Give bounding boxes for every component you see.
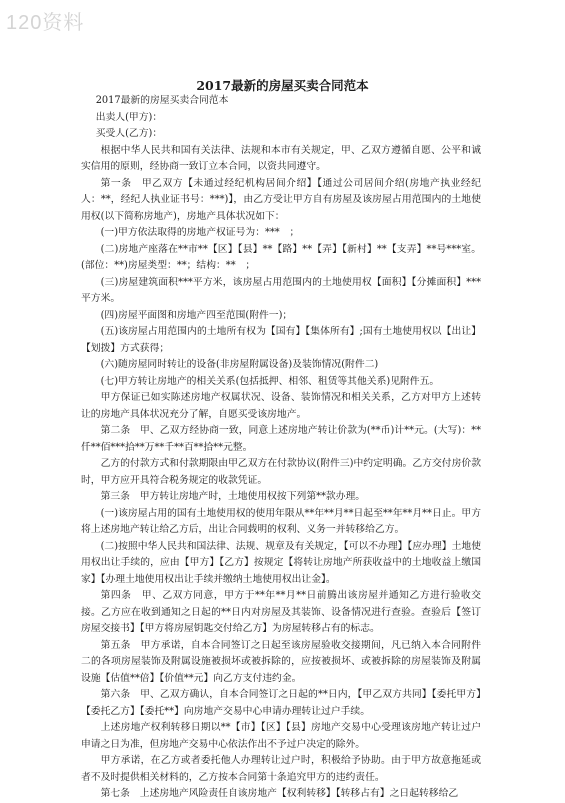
paragraph: (一)甲方依法取得的房地产权证号为：*** ； (100, 227, 300, 238)
paragraph: 第一条 甲乙双方【未通过经纪机构居间介绍】【通过公司居间介绍(房地产执业经纪人：**，经纪人执业证书号：***)】，由乙方受让甲方自有房屋及该房屋占用范围内的土地使用权(以下简称房地产)，房地产具体状况如下： (81, 177, 481, 222)
watermark: 120资料 (6, 12, 85, 34)
paragraph: (二)房地产座落在**市**【区】【县】**【路】**【弄】【新村】**【支弄】**号***室。(部位：**)房屋类型：**；结构：** ； (81, 243, 481, 271)
paragraph: 上述房地产权利转移日期以**【市】【区】【县】房地产交易中心受理该房地产转让过户申请之日为准，但房地产交易中心依法作出不予过户决定的除外。 (81, 722, 481, 750)
paragraph: 甲方保证已如实陈述房地产权属状况、设备、装饰情况和相关关系，乙方对甲方上述转让的房地产具体状况充分了解，自愿买受该房地产。 (81, 392, 481, 420)
paragraph: 第五条 甲方承诺，自本合同签订之日起至该房屋验收交接期间，凡已纳入本合同附件二的各项房屋装饰及附属设施被损坏或被拆除的，应按被损坏、或被拆除的房屋装饰及附属设施【估值**倍】【价值**元】向乙方支付违约金。 (81, 639, 481, 684)
paragraph: 乙方的付款方式和付款期限由甲乙双方在付款协议(附件三)中约定明确。乙方交付房价款时，甲方应开具符合税务规定的收款凭证。 (81, 458, 481, 486)
paragraph: 甲方承诺，在乙方或者委托他人办理转让过户时，积极给予协助。由于甲方故意拖延或者不及时提供相关材料的，乙方按本合同第十条追究甲方的违约责任。 (81, 755, 481, 783)
document-title: 2017最新的房屋买卖合同范本 (196, 78, 369, 93)
paragraph: (二)按照中华人民共和国法律、法规、规章及有关规定，【可以不办理】【应办理】土地使用权出让手续的，应由【甲方】【乙方】按规定【将转让房地产所获收益中的土地收益上缴国家】【办理土地使用权出让手续并缴纳土地使用权出让金】。 (81, 540, 481, 585)
paragraph: (五)该房屋占用范围内的土地所有权为【国有】【集体所有】;国有土地使用权以【出让】【划拨】方式获得； (81, 326, 481, 354)
paragraph: 根据中华人民共和国有关法律、法规和本市有关规定，甲、乙双方遵循自愿、公平和诚实信用的原则，经协商一致订立本合同，以资共同遵守。 (81, 144, 481, 172)
subtitle-line: 2017最新的房屋买卖合同范本 (95, 95, 229, 106)
paragraph: (四)房屋平面图和房地产四至范围(附件一)； (100, 309, 293, 321)
buyer-line: 买受人(乙方)： (95, 128, 163, 139)
paragraph: 第六条 甲、乙双方确认，自本合同签订之日起的**日内，【甲乙双方共同】【委托甲方】【委托乙方】【委托**】向房地产交易中心申请办理转让过户手续。 (81, 689, 481, 717)
document-body (81, 93, 481, 803)
paragraph: (三)房屋建筑面积***平方米，该房屋占用范围内的土地使用权【面积】【分摊面积】***平方米。 (81, 276, 481, 304)
paragraph: (一)该房屋占用的国有土地使用权的使用年限从**年**月**日起至**年**月**日止。甲方将上述房地产转让给乙方后，出让合同载明的权利、义务一并转移给乙方。 (81, 507, 481, 535)
paragraph: 第七条 上述房地产风险责任自该房地产【权利转移】【转移占有】之日起转移给乙 (100, 788, 459, 799)
seller-line: 出卖人(甲方)： (95, 111, 163, 123)
paragraph: (六)随房屋同时转让的设备(非房屋附属设备)及装饰情况(附件二) (100, 359, 379, 370)
paragraph: 第三条 甲方转让房地产时，土地使用权按下列第**款办理。 (100, 491, 366, 502)
paragraph: 第四条 甲、乙双方同意，甲方于**年**月**日前腾出该房屋并通知乙方进行验收交接。乙方应在收到通知之日起的**日内对房屋及其装饰、设备情况进行查验。查验后【签订房屋交接书】【甲方将房屋钥匙交付给乙方】为房屋转移占有的标志。 (81, 590, 481, 634)
paragraph: (七)甲方转让房地产的相关关系(包括抵押、相邻、租赁等其他关系)见附件五。 (100, 375, 440, 387)
paragraph: 第二条 甲、乙双方经协商一致，同意上述房地产转让价款为(**币)计**元。(大写)：**仟**佰***拾**万**千**百**拾**元整。 (81, 425, 481, 453)
